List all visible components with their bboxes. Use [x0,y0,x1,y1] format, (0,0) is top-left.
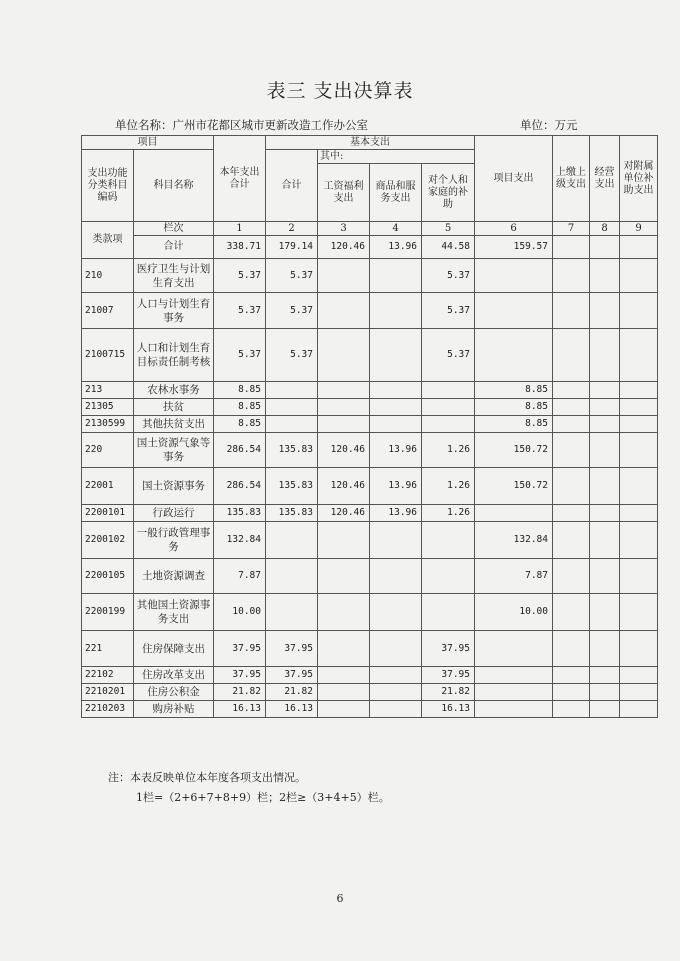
empty-cell [553,399,590,416]
total-cell: 179.14 [266,236,318,259]
row-value: 10.00 [475,594,553,631]
row-value: 120.46 [318,433,370,468]
header-column: 栏次 [134,222,214,236]
empty-cell [553,416,590,433]
header-basic: 基本支出 [266,136,475,150]
empty-cell [590,594,620,631]
row-subject-name: 医疗卫生与计划生育支出 [134,259,214,293]
table-row [82,382,658,399]
row-value [318,329,370,382]
row-value [318,594,370,631]
row-value: 8.85 [214,416,266,433]
empty-cell [620,701,658,718]
row-value: 120.46 [318,505,370,522]
row-value: 286.54 [214,433,266,468]
row-subject-name: 国土资源事务 [134,468,214,505]
row-value: 135.83 [266,505,318,522]
total-cell: 120.46 [318,236,370,259]
empty-cell [590,416,620,433]
row-value: 13.96 [370,468,422,505]
row-value: 150.72 [475,468,553,505]
header-personal: 对个人和家庭的补助 [422,164,475,222]
row-value [475,667,553,684]
header-total-year: 本年支出合计 [214,136,266,222]
row-value: 13.96 [370,433,422,468]
row-value [318,416,370,433]
row-value: 8.85 [214,382,266,399]
row-code: 2210201 [82,684,134,701]
empty-cell [620,684,658,701]
row-value [266,522,318,559]
col-num: 7 [553,222,590,236]
empty-cell [620,505,658,522]
row-subject-name: 住房改革支出 [134,667,214,684]
row-value: 1.26 [422,468,475,505]
row-value [370,329,422,382]
total-label: 合计 [134,236,214,259]
row-value: 5.37 [214,329,266,382]
row-value [318,684,370,701]
row-value [475,631,553,667]
row-value: 21.82 [214,684,266,701]
note-line-1: 注：本表反映单位本年度各项支出情况。 [108,771,306,784]
row-value: 5.37 [266,259,318,293]
col-num: 1 [214,222,266,236]
row-value [266,416,318,433]
row-value [422,594,475,631]
table-row [82,468,658,505]
header-operation: 经营支出 [590,136,620,222]
table-row [82,594,658,631]
empty-cell [590,236,620,259]
currency-unit: 单位：万元 [520,118,578,132]
header-wages: 工资福利支出 [318,164,370,222]
row-value [318,293,370,329]
row-value: 37.95 [214,631,266,667]
row-value: 8.85 [475,416,553,433]
row-value [370,667,422,684]
row-value: 37.95 [422,667,475,684]
empty-cell [620,382,658,399]
row-value [370,259,422,293]
table-row [82,559,658,594]
empty-cell [553,259,590,293]
row-subject-name: 购房补贴 [134,701,214,718]
row-value [318,631,370,667]
table-row [82,399,658,416]
row-value: 8.85 [475,399,553,416]
row-code: 21305 [82,399,134,416]
row-value [422,382,475,399]
row-code: 221 [82,631,134,667]
header-class-item: 类款项 [82,222,134,259]
row-value: 135.83 [266,433,318,468]
table-row [82,433,658,468]
row-value [266,399,318,416]
table-row [82,329,658,382]
row-value [370,522,422,559]
row-value [318,701,370,718]
row-value [475,259,553,293]
row-value [475,701,553,718]
empty-cell [553,293,590,329]
empty-cell [620,399,658,416]
header-subject-name: 科目名称 [134,150,214,222]
empty-cell [620,293,658,329]
table-row [82,684,658,701]
row-subject-name: 农林水事务 [134,382,214,399]
row-subject-name: 住房保障支出 [134,631,214,667]
row-code: 22102 [82,667,134,684]
empty-cell [590,701,620,718]
row-value [422,399,475,416]
col-num: 4 [370,222,422,236]
total-cell: 13.96 [370,236,422,259]
row-subject-name: 住房公积金 [134,684,214,701]
row-value: 8.85 [475,382,553,399]
empty-cell [553,505,590,522]
row-code: 2200105 [82,559,134,594]
row-value [318,559,370,594]
document-title: 表三 支出决算表 [266,80,414,102]
row-code: 21007 [82,293,134,329]
row-value: 150.72 [475,433,553,468]
row-value: 132.84 [214,522,266,559]
row-code: 210 [82,259,134,293]
row-value: 37.95 [266,667,318,684]
header-upper: 上缴上级支出 [553,136,590,222]
empty-cell [620,433,658,468]
row-value [370,416,422,433]
empty-cell [590,433,620,468]
empty-cell [590,259,620,293]
empty-cell [553,631,590,667]
row-subject-name: 行政运行 [134,505,214,522]
row-subject-name: 其他国土资源事务支出 [134,594,214,631]
row-subject-name: 扶贫 [134,399,214,416]
empty-cell [553,236,590,259]
row-value [370,382,422,399]
row-code: 2100715 [82,329,134,382]
row-value: 5.37 [214,293,266,329]
empty-cell [553,433,590,468]
table-row [82,522,658,559]
col-num: 9 [620,222,658,236]
row-value [370,631,422,667]
row-value: 5.37 [266,329,318,382]
empty-cell [590,559,620,594]
header-among: 其中: [318,150,475,164]
empty-cell [620,468,658,505]
row-value: 37.95 [214,667,266,684]
table-row [82,293,658,329]
row-value: 5.37 [214,259,266,293]
row-value [266,559,318,594]
row-code: 2130599 [82,416,134,433]
total-cell: 44.58 [422,236,475,259]
empty-cell [553,559,590,594]
empty-cell [553,684,590,701]
row-value [370,399,422,416]
header-func-code: 支出功能分类科目编码 [82,150,134,222]
row-code: 2200199 [82,594,134,631]
row-value: 5.37 [266,293,318,329]
row-subject-name: 国土资源气象等事务 [134,433,214,468]
row-subject-name: 土地资源调查 [134,559,214,594]
row-value [370,293,422,329]
empty-cell [620,667,658,684]
total-row [82,236,658,259]
table-row [82,631,658,667]
total-cell: 338.71 [214,236,266,259]
row-code: 22001 [82,468,134,505]
row-value: 8.85 [214,399,266,416]
header-goods: 商品和服务支出 [370,164,422,222]
row-code: 220 [82,433,134,468]
empty-cell [553,468,590,505]
row-code: 213 [82,382,134,399]
row-code: 2200102 [82,522,134,559]
row-code: 2210203 [82,701,134,718]
row-value: 135.83 [214,505,266,522]
col-num: 5 [422,222,475,236]
row-value: 10.00 [214,594,266,631]
row-value: 7.87 [214,559,266,594]
row-value [422,522,475,559]
row-value [475,684,553,701]
empty-cell [590,522,620,559]
empty-cell [620,631,658,667]
row-code: 2200101 [82,505,134,522]
row-value [475,293,553,329]
row-value: 5.37 [422,259,475,293]
header-item: 项目 [82,136,214,150]
empty-cell [590,684,620,701]
row-value [318,399,370,416]
empty-cell [620,329,658,382]
empty-cell [553,382,590,399]
empty-cell [620,259,658,293]
row-value [318,667,370,684]
row-value: 21.82 [422,684,475,701]
row-value [318,382,370,399]
row-value: 286.54 [214,468,266,505]
empty-cell [620,559,658,594]
empty-cell [620,522,658,559]
table-row [82,667,658,684]
col-num: 6 [475,222,553,236]
empty-cell [553,667,590,684]
row-value [475,505,553,522]
empty-cell [553,522,590,559]
header-project: 项目支出 [475,136,553,222]
page-number: 6 [336,892,344,905]
row-value: 5.37 [422,293,475,329]
row-subject-name: 其他扶贫支出 [134,416,214,433]
row-value: 37.95 [266,631,318,667]
empty-cell [553,701,590,718]
row-value [370,701,422,718]
col-num: 2 [266,222,318,236]
row-value: 120.46 [318,468,370,505]
row-value [422,559,475,594]
table-row [82,259,658,293]
row-value: 16.13 [214,701,266,718]
table-row [82,416,658,433]
empty-cell [590,505,620,522]
row-value [370,684,422,701]
empty-cell [553,329,590,382]
empty-cell [620,416,658,433]
row-value: 132.84 [475,522,553,559]
empty-cell [553,594,590,631]
empty-cell [590,399,620,416]
row-value: 16.13 [266,701,318,718]
row-value: 37.95 [422,631,475,667]
expenditure-table [81,135,658,718]
table-row [82,701,658,718]
row-value: 21.82 [266,684,318,701]
row-value: 7.87 [475,559,553,594]
row-value [422,416,475,433]
row-value [370,594,422,631]
empty-cell [590,382,620,399]
row-value: 1.26 [422,505,475,522]
row-value [475,329,553,382]
row-value: 5.37 [422,329,475,382]
row-value: 135.83 [266,468,318,505]
row-value: 1.26 [422,433,475,468]
row-value [318,259,370,293]
row-value [266,594,318,631]
empty-cell [590,631,620,667]
empty-cell [590,293,620,329]
row-value: 16.13 [422,701,475,718]
row-value: 13.96 [370,505,422,522]
row-subject-name: 人口与计划生育事务 [134,293,214,329]
table-row [82,505,658,522]
note-line-2: 1栏=（2+6+7+8+9）栏；2栏≥（3+4+5）栏。 [136,791,390,804]
row-value [266,382,318,399]
total-cell: 159.57 [475,236,553,259]
unit-name: 单位名称：广州市花都区城市更新改造工作办公室 [115,118,368,132]
header-subtotal: 合计 [266,150,318,222]
row-subject-name: 人口和计划生育目标责任制考核 [134,329,214,382]
header-subsidy: 对附属单位补助支出 [620,136,658,222]
empty-cell [590,329,620,382]
row-subject-name: 一般行政管理事务 [134,522,214,559]
col-num: 3 [318,222,370,236]
empty-cell [590,468,620,505]
empty-cell [620,594,658,631]
empty-cell [620,236,658,259]
empty-cell [590,667,620,684]
row-value [318,522,370,559]
row-value [370,559,422,594]
col-num: 8 [590,222,620,236]
